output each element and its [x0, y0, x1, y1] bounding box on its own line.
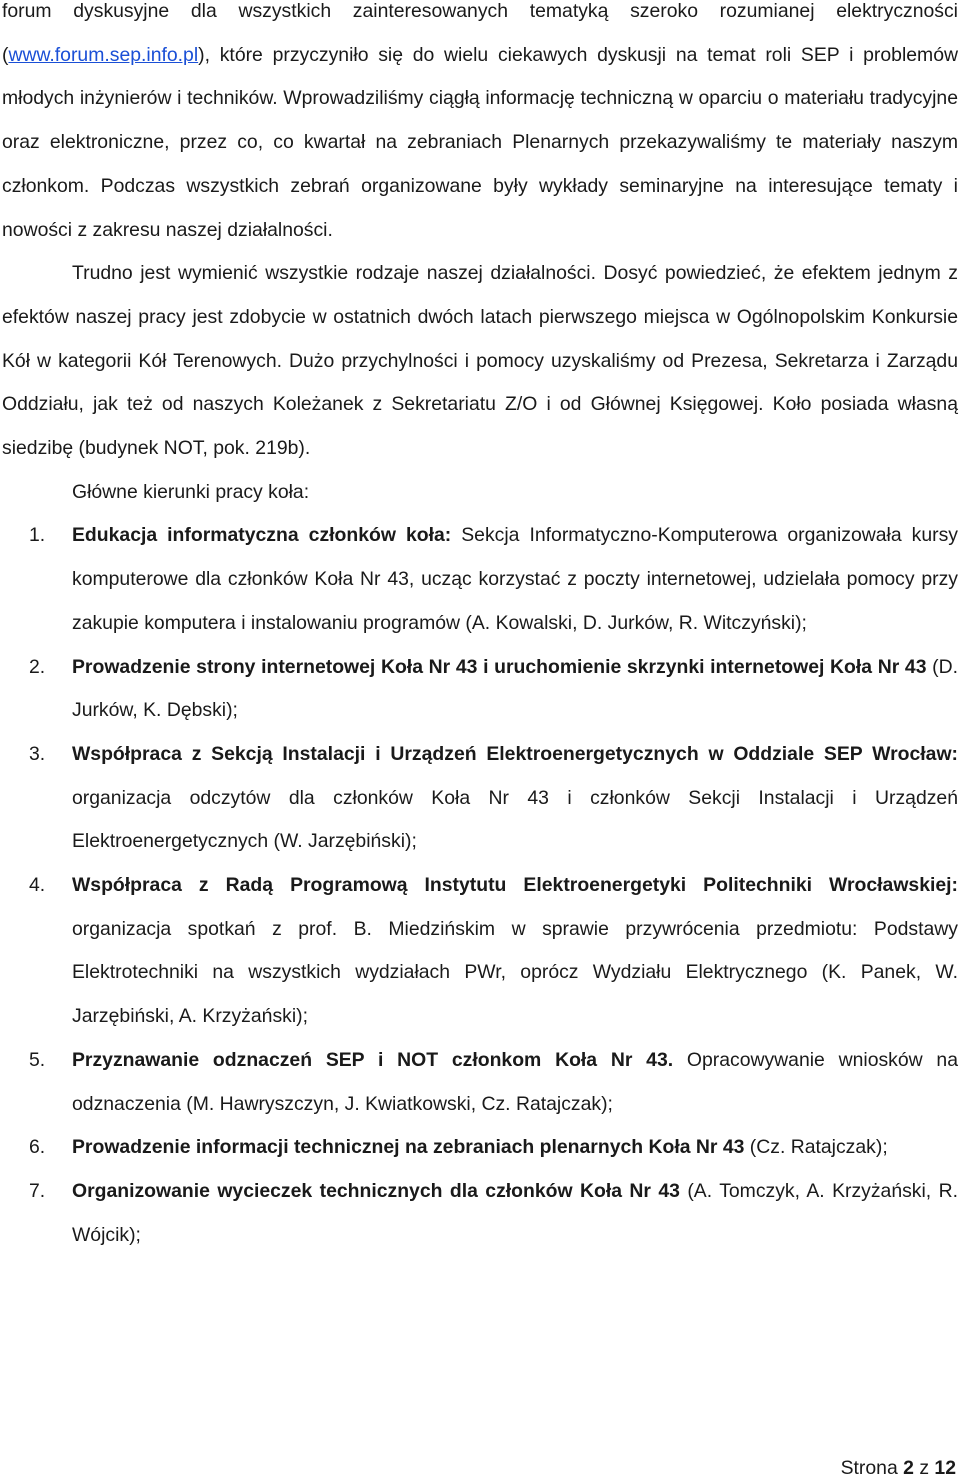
list-item — [2, 646, 958, 733]
list-item-number: 1. — [29, 524, 46, 547]
list-item-title: Prowadzenie strony internetowej Koła Nr 43 i uruchomienie skrzynki internetowej Koła Nr 43 — [72, 655, 927, 678]
list-item-text: organizacja odczytów dla członków Koła Nr 43 i członków Sekcji Instalacji i Urządzeń Elektroenergetycznych (W. Jarzębiński); — [72, 786, 958, 853]
paragraph-activities: Trudno jest wymienić wszystkie rodzaje naszej działalności. Dosyć powiedzieć, że efektem jednym z efektów naszej pracy jest zdobycie w ostatnich dwóch latach pierwszego miejsca w Ogólnopolskim Konkursie Kół w kategorii Kół Terenowych. Dużo przychylności i pomocy uzyskaliśmy od Prezesa, Sekretarza i Zarządu Oddziału, jak też od naszych Koleżanek z Sekretariatu Z/O i od Głównej Księgowej. Koło posiada własną siedzibę (budynek NOT, pok. 219b). — [2, 262, 958, 460]
list-item-text: (A. Tomczyk, A. Krzyżański, R. Wójcik); — [72, 1179, 958, 1246]
list-item-number: 7. — [29, 1179, 46, 1202]
list-item — [2, 864, 958, 1039]
list-item-title: Edukacja informatyczna członków koła: — [72, 524, 452, 547]
paragraph-forum-before-link: forum dyskusyjne dla wszystkich zainteresowanych tematyką szeroko rozumianej elektryczności ( — [2, 0, 958, 66]
list-item-title: Przyznawanie odznaczeń SEP i NOT członkom Koła Nr 43. — [72, 1048, 674, 1071]
list-item — [2, 1170, 958, 1257]
list-item-title: Prowadzenie informacji technicznej na zebraniach plenarnych Koła Nr 43 — [72, 1136, 745, 1159]
list-item-title: Organizowanie wycieczek technicznych dla członków Koła Nr 43 — [72, 1179, 680, 1202]
paragraph-forum — [2, 0, 958, 252]
list-item-number: 2. — [29, 655, 46, 678]
list-item-title: Współpraca z Radą Programową Instytutu Elektroenergetyki Politechniki Wrocławskiej: — [72, 874, 958, 897]
list-item — [2, 514, 958, 645]
list-heading: Główne kierunki pracy koła: — [72, 480, 310, 503]
work-directions-list — [2, 514, 958, 1257]
paragraph-forum-after-link: ), które przyczyniło się do wielu ciekawych dyskusji na temat roli SEP i problemów młodych inżynierów i techników. Wprowadziliśmy ciągłą informację techniczną w oparciu o materiału tradycyjne oraz elektroniczne, przez co, co kwartał na zebraniach Plenarnych przekazywaliśmy te materiały naszym członkom. Podczas wszystkich zebrań organizowane były wykłady seminaryjne na interesujące tematy i nowości z zakresu naszej działalności. — [2, 43, 958, 241]
list-item-text: organizacja spotkań z prof. B. Miedzińskim w sprawie przywrócenia przedmiotu: Podstawy Elektrotechniki na wszystkich wydziałach PWr, oprócz Wydziału Elektrycznego (K. Panek, W. Jarzębiński, A. Krzyżański); — [72, 917, 958, 1028]
list-item — [2, 1126, 958, 1170]
page-number-current: 2 — [903, 1457, 914, 1479]
list-item-text: (D. Jurków, K. Dębski); — [72, 655, 958, 722]
list-item-number: 3. — [29, 742, 46, 765]
page-number — [841, 1455, 956, 1481]
list-item — [2, 1039, 958, 1126]
page-number-middle: z — [913, 1457, 935, 1479]
page-number-total: 12 — [934, 1457, 956, 1479]
page-number-prefix: Strona — [840, 1457, 904, 1479]
list-item-number: 6. — [29, 1136, 46, 1159]
forum-link[interactable]: www.forum.sep.info.pl — [8, 43, 199, 66]
list-item — [2, 733, 958, 864]
list-item-text: (Cz. Ratajczak); — [744, 1136, 888, 1159]
list-item-number: 4. — [29, 874, 46, 897]
list-item-number: 5. — [29, 1048, 46, 1071]
list-item-text: Opracowywanie wniosków na odznaczenia (M. Hawryszczyn, J. Kwiatkowski, Cz. Ratajczak); — [72, 1048, 958, 1115]
list-item-title: Współpraca z Sekcją Instalacji i Urządzeń Elektroenergetycznych w Oddziale SEP Wrocław: — [72, 742, 958, 765]
list-item-text: Sekcja Informatyczno-Komputerowa organizowała kursy komputerowe dla członków Koła Nr 43, ucząc korzystać z poczty internetowej, udzielała pomocy przy zakupie komputera i instalowaniu programów (A. Kowalski, D. Jurków, R. Witczyński); — [72, 524, 958, 634]
